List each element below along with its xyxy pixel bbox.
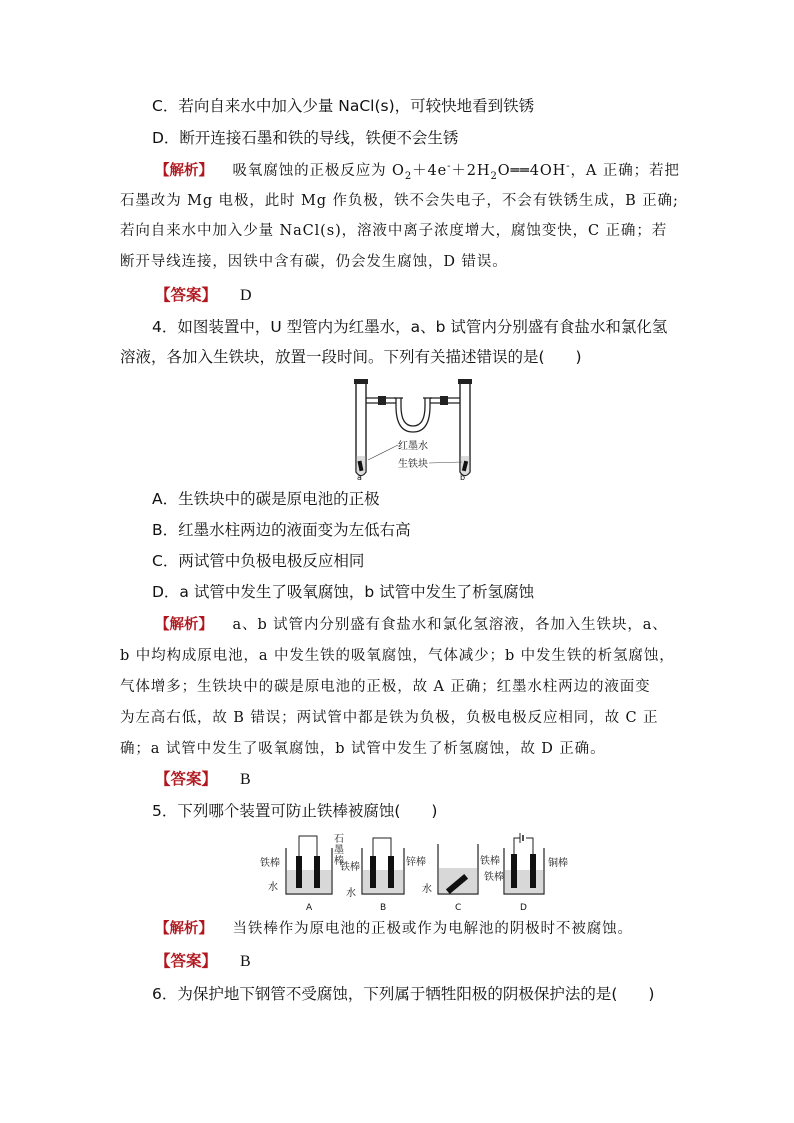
q4-explanation-line-3: 气体增多；生铁块中的碳是原电池的正极，故 A 正确；红墨水柱两边的液面变 [120,679,651,695]
q4-u-tube-figure [350,376,480,482]
svg-text:水: 水 [346,888,356,899]
q5-devices-figure [258,830,578,914]
q4-ink-label: 红墨水 [398,441,428,452]
q4-explanation-line-4: 为左高右低，故 B 错误；两试管中都是铁为负极，负极电极反应相同，故 C 正 [120,710,659,726]
svg-text:铁棒: 铁棒 [260,858,280,869]
q3-explanation-line-2: 石墨改为 Mg 电极，此时 Mg 作负极，铁不会失电子，不会有铁锈生成，B 正确; [120,193,679,209]
q3-explanation-line-3: 若向自来水中加入少量 NaCl(s)，溶液中离子浓度增大，腐蚀变快，C 正确；若 [120,223,668,239]
answer-tag: 【答案】 [155,952,218,970]
svg-text:棒: 棒 [334,856,344,867]
analysis-tag: 【解析】 [155,617,213,633]
svg-text:D: D [520,903,527,913]
q4-tube-b-label: b [460,473,466,482]
q3-explanation-line-1: 【解析】 吸氧腐蚀的正极反应为 $O_2+4e^-+2H_2O══4OH^-$，A 正确；若把 [155,161,680,182]
q5-stem: 5．下列哪个装置可防止铁棒被腐蚀( ) [152,802,438,820]
q4-explanation-line-5: 确；a 试管中发生了吸氧腐蚀，b 试管中发生了析氢腐蚀，故 D 正确。 [120,741,606,757]
analysis-tag: 【解析】 [155,163,213,179]
svg-text:B: B [380,903,387,913]
q3-answer: 【答案】 D [155,286,252,304]
q4-answer: 【答案】 B [155,770,251,788]
q4-stem-line-2: 溶液，各加入生铁块，放置一段时间。下列有关描述错误的是( ) [120,348,582,366]
q4-option-d: D．a 试管中发生了吸氧腐蚀，b 试管中发生了析氢腐蚀 [152,583,535,601]
q5-explanation: 【解析】 当铁棒作为原电池的正极或作为电解池的阴极时不被腐蚀。 [155,921,633,937]
svg-text:A: A [306,903,313,913]
q4-explanation-line-1: 【解析】 a、b 试管内分别盛有食盐水和氯化氢溶液，各加入生铁块，a、 [155,617,668,633]
q4-option-c: C．两试管中负极电极反应相同 [152,552,365,570]
q6-stem: 6．为保护地下钢管不受腐蚀，下列属于牺牲阳极的阴极保护法的是( ) [152,985,655,1003]
svg-text:铁棒: 铁棒 [340,862,360,873]
q5-device-a [260,833,344,913]
q4-stem-line-1: 4．如图装置中，U 型管内为红墨水，a、b 试管内分别盛有食盐水和氯化氢 [152,318,668,336]
svg-text:C: C [455,903,462,913]
q4-iron-label: 生铁块 [398,459,428,470]
answer-tag: 【答案】 [155,286,218,304]
svg-text:水: 水 [268,882,278,893]
svg-text:铁棒: 铁棒 [480,856,500,867]
q5-device-d [480,833,568,913]
q5-device-c [422,844,478,913]
svg-text:锌棒: 锌棒 [406,857,426,868]
svg-text:水: 水 [422,884,432,895]
svg-text:铁棒: 铁棒 [484,872,504,883]
q4-option-a: A．生铁块中的碳是原电池的正极 [152,490,380,508]
q4-tube-a-label: a [357,473,362,482]
q3-option-c: C．若向自来水中加入少量 NaCl(s)，可较快地看到铁锈 [152,97,535,115]
q3-explanation-line-4: 断开导线连接，因铁中含有碳，仍会发生腐蚀，D 错误。 [120,254,508,270]
q4-option-b: B．红墨水柱两边的液面变为左低右高 [152,521,411,539]
answer-tag: 【答案】 [155,770,218,788]
svg-text:铜棒: 铜棒 [548,858,568,869]
svg-text:石: 石 [334,834,344,845]
svg-text:墨: 墨 [334,845,344,856]
q5-device-b [340,838,426,913]
q3-option-d: D．断开连接石墨和铁的导线，铁便不会生锈 [152,129,459,147]
q4-explanation-line-2: b 中均构成原电池，a 中发生铁的吸氧腐蚀，气体减少；b 中发生铁的析氢腐蚀， [120,648,675,664]
analysis-tag: 【解析】 [155,921,213,937]
q5-answer: 【答案】 B [155,952,251,970]
